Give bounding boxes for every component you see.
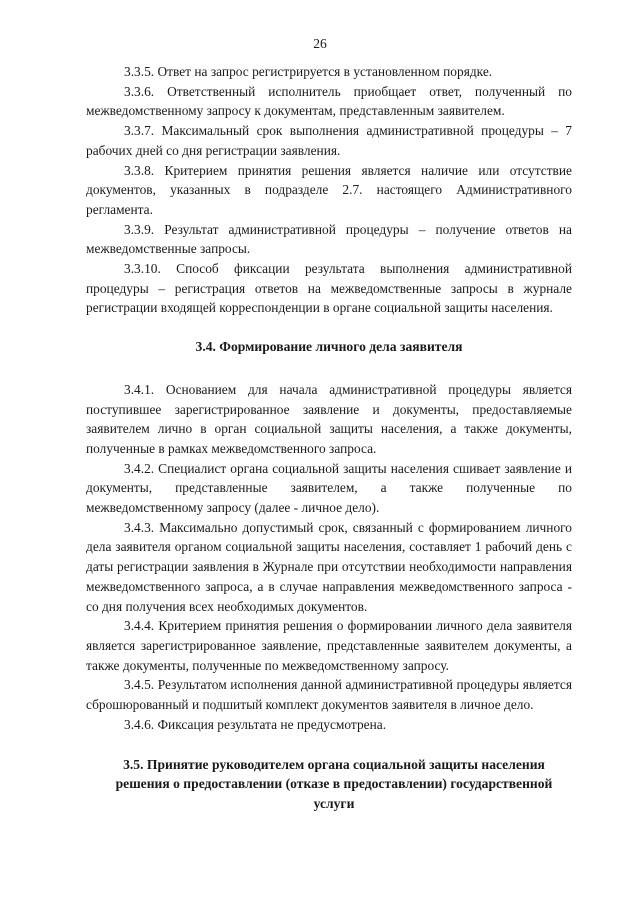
paragraph-3-4-6: 3.4.6. Фиксация результата не предусмотрена. [124, 716, 387, 732]
paragraph-3-4-2: 3.4.2. Специалист органа социальной защиты населения сшивает заявление и документы, представленные заявителем, а также полученные по межведомственному запросу (далее - личное дело). [86, 460, 572, 516]
paragraph-3-4-1: 3.4.1. Основанием для начала административной процедуры является поступившее зарегистрированное заявление и документы, предоставляемые заявителем лично в орган социальной защиты населения, а также документы, полученные в рамках межведомственного запроса. [86, 381, 572, 456]
section-heading-3-5: 3.5. Принятие руководителем органа социальной защиты населения решения о предоставлении (отказе в предоставлении) государственной услуги [115, 756, 553, 811]
paragraph-3-3-7: 3.3.7. Максимальный срок выполнения административной процедуры – 7 рабочих дней со дня регистрации заявления. [86, 123, 572, 158]
paragraph-3-3-10: 3.3.10. Способ фиксации результата выполнения административной процедуры – регистрация ответов на межведомственные запросы в журнале регистрации входящей корреспонденции в органе социальной защиты населения. [86, 261, 572, 316]
paragraph-3-4-3: 3.4.3. Максимально допустимый срок, связанный с формированием личного дела заявителя органом социальной защиты населения, составляет 1 рабочий день с даты регистрации заявления в Журнале при отсутствии необходимости направления межведомственного запроса, а в случае направления межведомственного запроса - со дня получения всех необходимых документов. [86, 519, 572, 614]
page-number: 26 [313, 36, 327, 51]
section-heading-3-4: 3.4. Формирование личного дела заявителя [195, 339, 463, 355]
document-body [86, 62, 572, 814]
paragraph-3-4-4: 3.4.4. Критерием принятия решения о формировании личного дела заявителя является зарегистрированное заявление, представленные заявителем документы, а также документы, полученные по межведомственному запросу. [86, 618, 572, 673]
paragraph-3-3-8: 3.3.8. Критерием принятия решения является наличие или отсутствие документов, указанных в подразделе 2.7. настоящего Административного регламента. [86, 162, 572, 217]
paragraph-3-3-5: 3.3.5. Ответ на запрос регистрируется в установленном порядке. [124, 64, 493, 79]
paragraph-3-4-5: 3.4.5. Результатом исполнения данной административной процедуры является сброшюрованный и подшитый комплект документов заявителя в личное дело. [86, 677, 572, 713]
paragraph-3-3-9: 3.3.9. Результат административной процедуры – получение ответов на межведомственные запросы. [86, 221, 572, 257]
paragraph-3-3-6: 3.3.6. Ответственный исполнитель приобщает ответ, полученный по межведомственному запросу к документам, представленным заявителем. [86, 83, 572, 119]
